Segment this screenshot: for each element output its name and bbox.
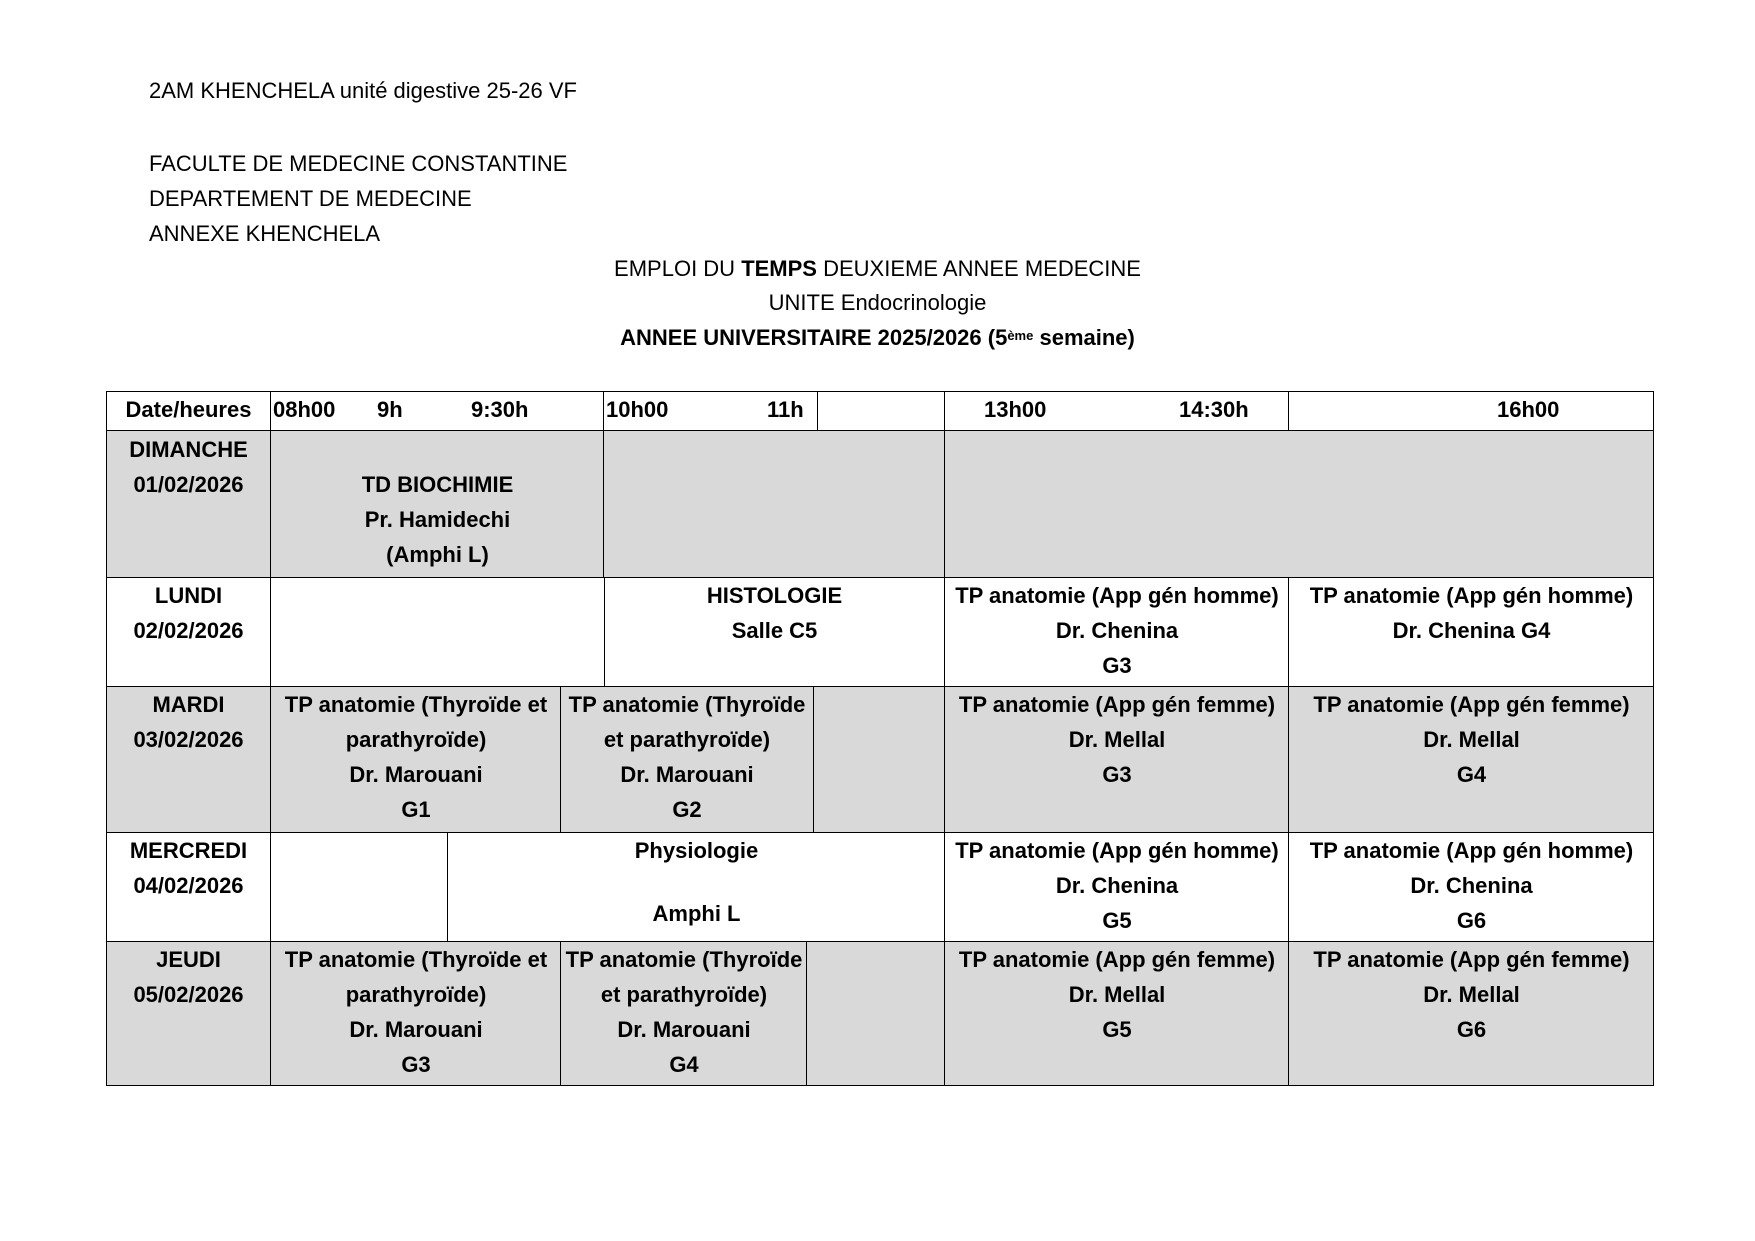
- day-name: DIMANCHE: [129, 437, 248, 462]
- document-reference: 2AM KHENCHELA unité digestive 25-26 VF: [149, 78, 577, 103]
- grid-line: [106, 430, 1654, 431]
- day-name: MERCREDI: [129, 838, 248, 863]
- day-cell-mardi: [106, 686, 271, 757]
- grid-line: [560, 941, 561, 1086]
- day-cell-mercredi: [106, 832, 271, 903]
- grid-line: [817, 391, 818, 431]
- grid-line: [806, 941, 807, 1086]
- day-name: JEUDI: [156, 947, 221, 972]
- header-time-0800: 08h00: [273, 397, 336, 422]
- session-tp-anatomie: TP anatomie (Thyroïde et parathyroïde) Dr. Marouani G1: [284, 692, 548, 822]
- day-date: 02/02/2026: [133, 618, 244, 643]
- header-time-1100: 11h: [767, 397, 804, 422]
- day-date: 01/02/2026: [133, 472, 244, 497]
- grid-line: [106, 686, 1654, 687]
- session-histologie: HISTOLOGIE Salle C5: [706, 583, 843, 643]
- session-physiologie: Physiologie Amphi L: [634, 838, 759, 926]
- timetable-title: EMPLOI DU TEMPS DEUXIEME ANNEE MEDECINE: [614, 256, 1141, 281]
- session-tp-anatomie: TP anatomie (App gén femme) Dr. Mellal G6: [1313, 947, 1630, 1042]
- grid-line: [270, 391, 271, 1086]
- session-td-biochimie: TD BIOCHIMIE Pr. Hamidechi (Amphi L): [361, 472, 514, 567]
- grid-line: [603, 391, 604, 578]
- grid-line: [813, 686, 814, 832]
- grid-line: [944, 391, 945, 1086]
- session-tp-anatomie: TP anatomie (Thyroïde et parathyroïde) Dr. Marouani G2: [568, 692, 806, 822]
- grid-line: [1288, 577, 1289, 1086]
- header-corner: Date/heures: [125, 397, 252, 422]
- header-time-1600: 16h00: [1497, 397, 1560, 422]
- header-time-1000: 10h00: [606, 397, 669, 422]
- day-cell-jeudi: [106, 941, 271, 1012]
- academic-year: ANNEE UNIVERSITAIRE 2025/2026 (5ème semaine): [620, 325, 1135, 350]
- session-tp-anatomie: TP anatomie (Thyroïde et parathyroïde) Dr. Marouani G3: [284, 947, 548, 1077]
- grid-line: [106, 577, 1654, 578]
- grid-line: [1288, 391, 1289, 431]
- grid-line: [604, 577, 605, 687]
- annex-name: ANNEXE KHENCHELA: [149, 221, 381, 246]
- day-name: LUNDI: [154, 583, 223, 608]
- header-time-1300: 13h00: [984, 397, 1047, 422]
- session-tp-anatomie: TP anatomie (Thyroïde et parathyroïde) Dr. Marouani G4: [565, 947, 803, 1077]
- day-cell-lundi: [106, 577, 271, 648]
- grid-line: [106, 941, 1654, 942]
- day-cell-dimanche: [106, 431, 271, 502]
- header-time-0930: 9:30h: [471, 397, 529, 422]
- day-date: 05/02/2026: [133, 982, 244, 1007]
- grid-line: [106, 832, 1654, 833]
- session-tp-anatomie: TP anatomie (App gén homme) Dr. Chenina G4: [1309, 583, 1634, 643]
- header-time-0900: 9h: [377, 397, 403, 422]
- header-time-1430: 14:30h: [1179, 397, 1249, 422]
- session-tp-anatomie: TP anatomie (App gén homme) Dr. Chenina G3: [955, 583, 1279, 678]
- session-tp-anatomie: TP anatomie (App gén femme) Dr. Mellal G4: [1313, 692, 1630, 787]
- session-tp-anatomie: TP anatomie (App gén homme) Dr. Chenina G5: [955, 838, 1279, 933]
- grid-line: [560, 686, 561, 832]
- day-date: 03/02/2026: [133, 727, 244, 752]
- session-tp-anatomie: TP anatomie (App gén homme) Dr. Chenina G6: [1309, 838, 1634, 933]
- session-tp-anatomie: TP anatomie (App gén femme) Dr. Mellal G5: [958, 947, 1276, 1042]
- grid-line: [447, 832, 448, 941]
- session-tp-anatomie: TP anatomie (App gén femme) Dr. Mellal G3: [958, 692, 1276, 787]
- unit-name: UNITE Endocrinologie: [768, 290, 987, 315]
- day-name: MARDI: [152, 692, 225, 717]
- faculty-name: FACULTE DE MEDECINE CONSTANTINE: [149, 151, 568, 176]
- department-name: DEPARTEMENT DE MEDECINE: [149, 186, 472, 211]
- day-date: 04/02/2026: [133, 873, 244, 898]
